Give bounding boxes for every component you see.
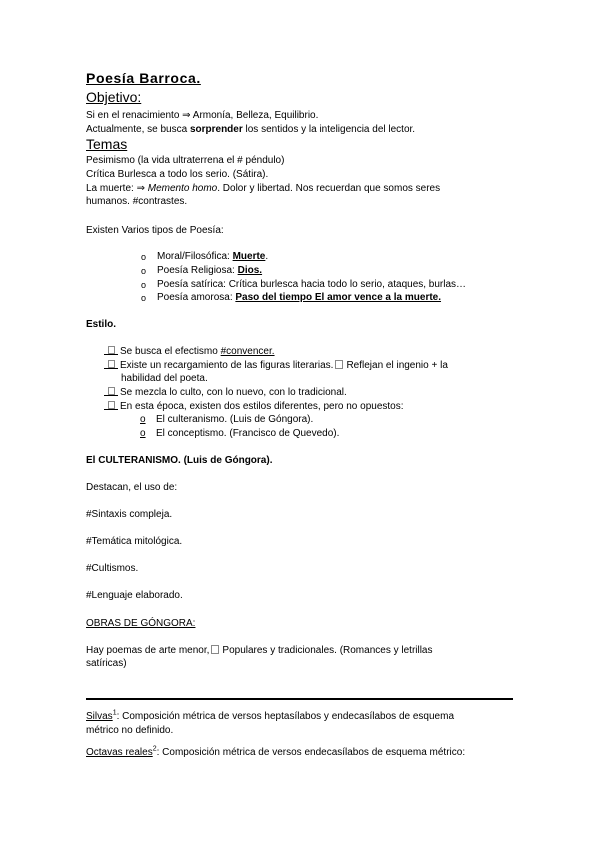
- estilo-item-1: [104, 345, 275, 358]
- estilo-item-2-a: Existe un recargamiento de las figuras literarias.: [120, 360, 334, 371]
- estilo-sub-2-text: El conceptismo. (Francisco de Quevedo).: [156, 428, 340, 439]
- footnote-silvas-text: : Composición métrica de versos heptasílabos y endecasílabos de esquema: [116, 711, 455, 722]
- objetivo-line-2-pre: Actualmente, se busca: [86, 124, 190, 135]
- checkbox-icon: [335, 360, 343, 369]
- estilo-item-2-b: Reflejan el ingenio + la: [346, 360, 448, 371]
- tipos-intro: Existen Varios tipos de Poesía:: [86, 225, 224, 236]
- estilo-item-4-text: En esta época, existen dos estilos diferentes, pero no opuestos:: [120, 401, 404, 412]
- tipos-item-1-label: Moral/Filosófica:: [157, 251, 233, 262]
- culteranismo-intro: Destacan, el uso de:: [86, 482, 178, 493]
- page-title: Poesía Barroca.: [86, 70, 201, 86]
- estilo-item-2: [104, 359, 448, 372]
- checkbox-icon: [104, 359, 118, 369]
- culteranismo-item-4: #Lenguaje elaborado.: [86, 590, 183, 601]
- checkbox-icon: [211, 645, 219, 654]
- tipos-item-1-value: Muerte: [232, 251, 266, 262]
- temas-line-3-post: . Dolor y libertad. Nos recuerdan que somos seres: [217, 183, 441, 194]
- tipos-bullet-1: o: [141, 252, 147, 262]
- objetivo-heading: Objetivo:: [86, 89, 142, 105]
- footnote-silvas-cont: métrico no definido.: [86, 725, 174, 736]
- culteranismo-item-1: #Sintaxis compleja.: [86, 509, 173, 520]
- checkbox-icon: [104, 345, 118, 355]
- objetivo-line-2: [86, 123, 415, 136]
- footnote-silvas: [86, 710, 454, 723]
- estilo-sub-bullet-1: o: [140, 414, 146, 425]
- checkbox-icon: [104, 386, 118, 396]
- objetivo-line-1: Si en el renacimiento ⇒ Armonía, Belleza, Equilibrio.: [86, 110, 319, 121]
- tipos-bullet-3: o: [141, 280, 147, 290]
- estilo-item-4: [104, 400, 404, 413]
- footnote-silvas-sup: 1: [112, 709, 117, 717]
- tipos-item-3: Poesía satírica: Crítica burlesca hacia todo lo serio, ataques, burlas…: [157, 279, 467, 290]
- estilo-heading: Estilo.: [86, 319, 117, 330]
- estilo-item-1-pre: Se busca el efectismo: [120, 346, 221, 357]
- footnote-octavas-sup: 2: [152, 745, 157, 753]
- obras-heading: OBRAS DE GÓNGORA:: [86, 618, 196, 629]
- objetivo-line-2-post: los sentidos y la inteligencia del lector.: [242, 124, 416, 135]
- tipos-item-1-tail: .: [265, 251, 269, 262]
- obras-line-1-a: Hay poemas de arte menor,: [86, 645, 210, 656]
- culteranismo-heading: El CULTERANISMO. (Luis de Góngora).: [86, 455, 273, 466]
- objetivo-line-2-bold: sorprender: [189, 124, 243, 135]
- estilo-item-3: [104, 386, 347, 399]
- tipos-bullet-4: o: [141, 293, 147, 303]
- obras-line-1-b: Populares y tradicionales. (Romances y letrillas: [222, 645, 433, 656]
- tipos-item-2: [157, 264, 262, 277]
- tipos-item-2-label: Poesía Religiosa:: [157, 265, 238, 276]
- estilo-item-1-link: #convencer.: [220, 346, 275, 357]
- obras-line-1: [86, 644, 433, 657]
- culteranismo-item-3: #Cultismos.: [86, 563, 139, 574]
- estilo-item-3-text: Se mezcla lo culto, con lo nuevo, con lo tradicional.: [120, 387, 347, 398]
- estilo-item-2-cont: habilidad del poeta.: [121, 373, 208, 384]
- temas-heading: Temas: [86, 136, 128, 152]
- obras-line-2: satíricas): [86, 658, 127, 669]
- tipos-item-2-value: Dios.: [237, 265, 263, 276]
- tipos-item-4-label: Poesía amorosa:: [157, 292, 236, 303]
- checkbox-icon: [104, 400, 118, 410]
- estilo-sub-bullet-2: o: [140, 428, 146, 439]
- temas-line-3-italic: Memento homo: [147, 183, 218, 194]
- temas-line-4: humanos. #contrastes.: [86, 196, 188, 207]
- footnote-separator: [86, 698, 513, 700]
- estilo-sub-1-text: El culteranismo. (Luis de Góngora).: [156, 414, 314, 425]
- temas-line-2: Crítica Burlesca a todo los serio. (Sátira).: [86, 169, 269, 180]
- footnote-octavas: [86, 746, 465, 759]
- temas-line-1: Pesimismo (la vida ultraterrena el # péndulo): [86, 155, 285, 166]
- footnote-octavas-term: Octavas reales: [86, 747, 153, 758]
- footnote-silvas-term: Silvas: [86, 711, 113, 722]
- tipos-item-1: [157, 250, 268, 263]
- footnote-octavas-text: : Composición métrica de versos endecasílabos de esquema métrico:: [156, 747, 466, 758]
- culteranismo-item-2: #Temática mitológica.: [86, 536, 183, 547]
- estilo-sub-1: [140, 413, 313, 426]
- tipos-item-4: [157, 291, 441, 304]
- temas-line-3: [86, 182, 440, 195]
- tipos-bullet-2: o: [141, 266, 147, 276]
- temas-line-3-pre: La muerte: ⇒: [86, 183, 148, 194]
- tipos-item-4-value: Paso del tiempo El amor vence a la muerte.: [235, 292, 442, 303]
- estilo-sub-2: [140, 427, 339, 440]
